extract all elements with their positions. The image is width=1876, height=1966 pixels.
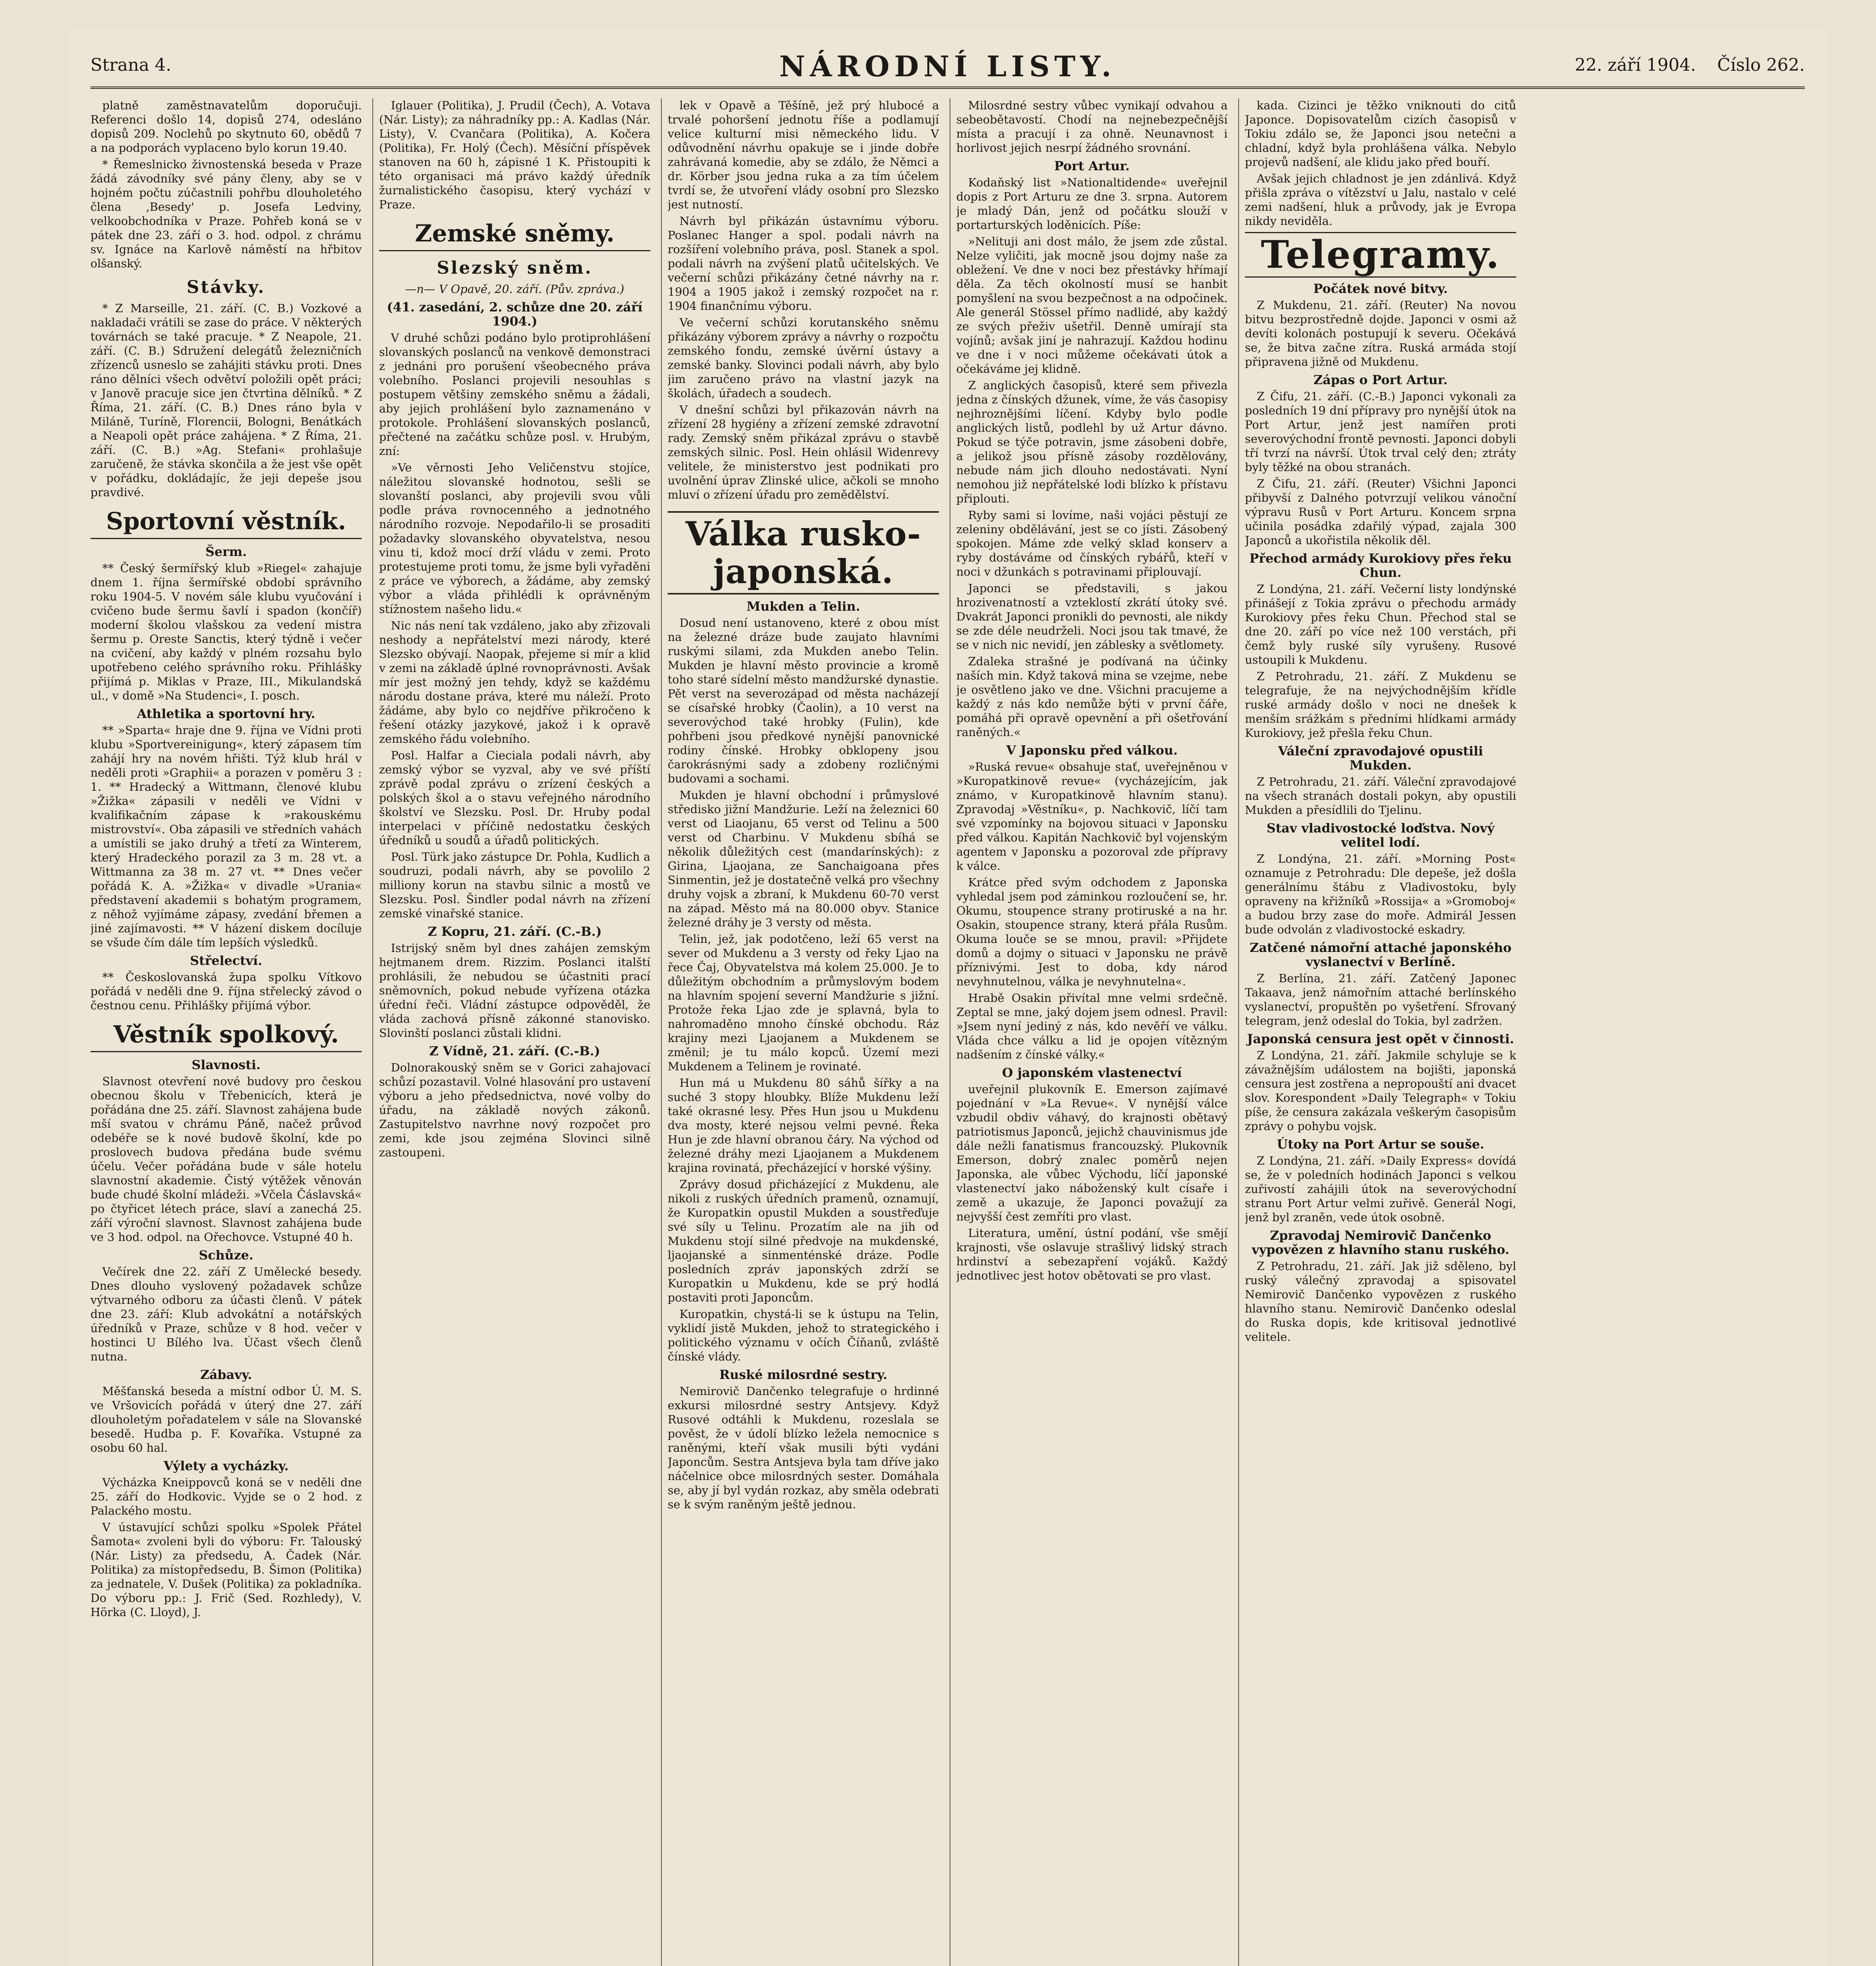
col3-mukden-text-4: Hun má u Mukdenu 80 sáhů šířky a na suché 3 stopy hloubky. Blíže Mukdenu leží také okrasné lesy. Přes Hun jsou u Mukdenu dva mosty, které nejsou velmi pevné. Řeka Hun je zde hlavní obranou čáry. Na východ od železné dráhy mezi Ljaojanem a Mukdenem krajina rovinatá, přecházející v horské výšiny. xyxy=(668,1076,939,1174)
heading-cenzura: Japonská censura jest opět v činnosti. xyxy=(1247,1031,1514,1046)
heading-vlastenectvi: O japonském vlastenectví xyxy=(1002,1065,1182,1080)
heading-valecni-zpravodajove: Váleční zpravodajové opustili Mukden. xyxy=(1278,744,1483,773)
col3-mukden-text: Dosud není ustanoveno, které z obou míst na železné dráze bude zaujato hlavními ruskými silami, zda Mukden anebo Telin. Mukden je hlavní město provincie a kromě toho staré sídelní město mandžurské dynastie. Pět verst na severozápad od města nacházejí se císařské hrobky (Čaolin), a 10 verst na severovýchod také hrobky (Fulin), kde pohřbeni jsou předkové nynější panovnické rodiny čínské. Hrobky obklopeny jsou čarokrásnými sady a zdobeny rozličnými budovami a sochami. xyxy=(668,616,939,785)
col4-vlastenectvi-text-2: Literatura, umění, ústní podání, vše smějí krajnosti, vše oslavuje strašlivý lidský strach hrdinství a sebezapření vojáků. Každý jednotlivec jest hotov obětovati se pro vlast. xyxy=(956,1226,1228,1282)
col4-intro: Milosrdné sestry vůbec vynikají odvahou a sebeobětavostí. Chodí na nejnebezpečnější místa a pracují i za ohně. Neunavnost i horlivost jejich nesrpí žádného srovnání. xyxy=(956,99,1228,155)
col2-text-1: V druhé schůzi podáno bylo protiprohlášení slovanských poslanců na venkově demonstraci z jednáni pro porušení všeobecného práva volebního. Poslanci projevili nesouhlas s postupem většiny zemského sněmu a žádali, aby jejich prohlášení bylo zaznamenáno v protokole. Prohlášení slovanských poslanců, přečtené na začátku schůze posl. v. Hrubým, zní: xyxy=(379,331,650,458)
page-label: Strana 4. xyxy=(90,55,171,75)
col3-mukden-text-5: Zprávy dosud přicházející z Mukdenu, ale nikoli z ruských úředních pramenů, oznamují, že Kuropatkin opustil Mukden a soustřeďuje své síly u Telinu. Prozatím ale na jih od Mukdenu stojí silné předvoje na mukdenské, ljaojanské a sinmenténské dráze. Podle posledních zpráv japonských zdrží se Kuropatkin u Mukdenu, kde se prý hodlá postaviti proti Japoncům. xyxy=(668,1178,939,1304)
col5-pocatek-text: Z Mukdenu, 21. září. (Reuter) Na novou bitvu bezprostředně dojde. Japonci v osmi až devíti kolonách postupují k severu. Očekává se, že bitva začne zítra. Ruská armáda stojí připravena jižně od Mukdenu. xyxy=(1245,298,1516,368)
col3-text-2: Ve večerní schůzi korutanského sněmu přikázány výborem zprávy a návrhy o rozpočtu zemského fondu, zemské úvěrní ústavy a zemské banky. Slovinci podali návrh, aby bylo jim zaručeno právo na vlastní jazyk na školách, úřadech a soudech. xyxy=(668,316,939,400)
heading-schuze: Schůze. xyxy=(199,1248,254,1263)
column-4 xyxy=(956,98,1228,1966)
vestnik-subheading: Slavnosti. xyxy=(191,1057,261,1072)
col4-port-text: Kodaňský list »Nationaltidende« uveřejnil dopis z Port Arturu ze dne 3. srpna. Autorem je mladý Dán, jenž od počátku slouží v portarturských loděnicích. Píše: xyxy=(956,176,1228,232)
heading-telegramy: Telegramy. xyxy=(1245,232,1516,278)
col5-zapas-text: Z Čifu, 21. září. (C.-B.) Japonci vykonali za posledních 19 dní přípravy pro nynější útok na Port Artur, jenž jest namířen proti severovýchodní frontě pevnosti. Japonci dobyli tří tvrzí na návrší. Útok trval celý den; ztráty byly těžké na obou stranách. xyxy=(1245,390,1516,474)
heading-valka-rusko-japonska: Válka rusko-japonská. xyxy=(668,511,939,595)
heading-port-artur: Port Artur. xyxy=(1054,158,1130,173)
column-rule xyxy=(1238,98,1239,1966)
column-rule xyxy=(372,98,373,1966)
col1-closing: V ústavující schůzi spolku »Spolek Přátel Šamota« zvoleni byli do výboru: Fr. Talouský (Nár. Listy) za předsedu, A. Čadek (Nár. Politika) za místopředsedu, B. Šimon (Politika) za jednatele, V. Dušek (Politika) za pokladníka. Do výboru pp.: J. Frič (Sed. Rozhledy), V. Hörka (C. Lloyd), J. xyxy=(90,1521,362,1619)
heading-zapas-port-artur: Zápas o Port Artur. xyxy=(1313,372,1448,387)
col1-vylety-text: Výcházka Kneippovců koná se v neděli dne 25. září do Hodkovic. Vyjde se o 2 hod. z Palackého mostu. xyxy=(90,1476,362,1517)
col1-stavky-text: * Z Marseille, 21. září. (C. B.) Vozkové a nakladači vrátili se zase do práce. V některých továrnách se také pracuje. * Z Neapole, 21. září. (C. B.) Sdružení delegátů železničních zřízenců usneslo se zahájiti stávku proti. Dnes ráno dělníci všech odvětví položili opět práci; v Janově pracuje sice jen čtvrtina dělníků. * Z Říma, 21. září. (C. B.) Dnes ráno byla v Miláně, Turíně, Florencii, Bologni, Benátkách a Neapoli opět práce zahájena. * Z Říma, 21. září. (C. B.) »Ag. Stefani« prohlašuje zaručeně, že stávka skončila a že jest vše opět v pořádku, dokládajíc, že jeji depeše jsou pravdivé. xyxy=(90,302,362,499)
heading-slezsky-snem: Slezský sněm. xyxy=(436,258,593,278)
col5-vladivostok-text: Z Londýna, 21. září. »Morning Post« oznamuje z Petrohradu: Dle depeše, jež došla generálnímu štábu z Vladivostoku, byly opraveny na křižníků »Rossija« a »Gromoboj« a budou brzy zase do moře. Admirál Jessen bude odvolán z vladivostocké eskadry. xyxy=(1245,852,1516,936)
dateline: —n— V Opavě, 20. září. (Pův. zpráva.) xyxy=(405,282,624,296)
masthead xyxy=(90,47,1805,89)
col4-port-text-5: Japonci se představili, s jakou hrozivenatností a vzteklostí zkrátí útoky své. Dvakrát Japonci pronikli do pevnosti, ale nikdy se zde déle neudrželi. Noci jsou tak tmavé, že se v nich nic nevidí, jen záblesky a světlomety. xyxy=(956,582,1228,652)
col1-strelectvi-text: ** Českoslovanská župa spolku Vítkovo pořádá v neděli dne 9. října střelecký závod o čestnou cenu. Přihlášky přijímá výbor. xyxy=(90,970,362,1012)
col5-intro: kada. Cizinci je těžko vniknouti do citů Japonce. Dopisovatelům cizích časopisů v Tokiu zdálo se, že Japonci jsou netečni a chladní, když byla prohlášena válka. Nebylo projevů nadšení, ale klidu jako před bouří. xyxy=(1245,99,1516,169)
heading-athletika: Athletika a sportovní hry. xyxy=(137,706,315,721)
col3-mukden-text-2: Mukden je hlavní obchodní i průmyslové středisko jižní Mandžurie. Leží na železnici 60 verst od Liaojanu, 65 verst od Telinu a 500 verst od Charbinu. V Mukdenu sbíhá se několik důležitých cest (mandarínských): z Girina, Ljaojana, ze Sanchaigoana přes Sinmentin, jež je dostatečně velká pro všechny druhy vojsk a zbraní, k Mukdenu 60-70 verst na západ. Město má na 80.000 obyv. Stanice železné dráhy je 3 versty od města. xyxy=(668,788,939,929)
col4-vlastenectvi-text: uveřejnil plukovník E. Emerson zajímavé pojednání v »La Revue«. V nynější válce vzbudil obdiv váhavý, do krajnosti obětavý patriotismus Japonců, jejichž chauvinismus jde dále nežli fanatismus francouzský. Plukovník Emerson, dobrý znalec poměrů nejen Japonska, ale vůbec Východu, líčí japonské vlastenectví jako náboženský kult císaře i země a ukazuje, že Japonci považují za nejvyšší čest zemříti pro vlast. xyxy=(956,1082,1228,1223)
heading-kopru: Z Kopru, 21. září. (C.-B.) xyxy=(427,924,602,939)
col1-zabavy-text: Měšťanská beseda a místní odbor Ú. M. S. ve Vršovicích pořádá v úterý dne 27. září dlouholetým pořadatelem v sále na Slovanské besedě. Hudba p. F. Kovaříka. Vstupné za osobu 60 hal. xyxy=(90,1384,362,1454)
heading-zemske-snemy: Zemské sněmy. xyxy=(379,219,650,251)
col2-kopru-text: Istrijský sněm byl dnes zahájen zemským hejtmanem drem. Rizzim. Poslanci italští prohlásili, že nebudou se účastniti prací sněmovních, pokud nebude vyřízena otázka úřední řeči. Vládní zástupce odpověděl, že vláda zachová přísně zákonné stanovisko. Slovinští poslanci zůstali klidni. xyxy=(379,941,650,1040)
heading-ruske-sestry: Ruské milosrdné sestry. xyxy=(719,1367,887,1382)
heading-zatceni-attache: Zatčené námořní attaché japonského vyslanectví v Berlíně. xyxy=(1250,940,1511,969)
issue-number: Číslo 262. xyxy=(1717,55,1805,75)
col5-prechod-text-2: Z Petrohradu, 21. září. Z Mukdenu se telegrafuje, že na nejvýchodnějším křídle ruské armády došlo v noci ne dnešek k menším srážkám s předními hlídkami armády Kurokiovy, jež přešla řeku Chun. xyxy=(1245,670,1516,740)
col2-text-4: Posl. Halfar a Cieciala podali návrh, aby zemský výbor se vyzval, aby ve své příští zprávě podal zprávu o zrízení českých a polských škol a o stavu veřejného národního školství ve Slezsku. Posl. Dr. Hruby podal interpelaci v příčině nedostatku českých úředníků u soudů a úřadů politických. xyxy=(379,749,650,847)
heading-nemirovic: Zpravodaj Nemirovič Dančenko vypovězen z hlavního stanu ruského. xyxy=(1252,1228,1510,1257)
col2-vidne-text: Dolnorakouský sněm se v Gorici zahajovací schůzí pozastavil. Volné hlasování pro ustavení výboru a jeho předsednictva, nové volby do úřadu, na základě nových zákonů. Zastupitelstvo navrhne nový rozpočet pro zemi, kde jsou zejména Slovinci silně zastoupeni. xyxy=(379,1061,650,1159)
column-3 xyxy=(668,98,939,1966)
col5-zatceni-text: Z Berlína, 21. září. Zatčený Japonec Takaava, jenž námořním attaché berlínského vyslanectví, propuštěn po vyšetření. Sfrovaný telegram, jenž odeslal do Tokia, byl zadržen. xyxy=(1245,972,1516,1027)
col4-zajeti-text-3: Hrabě Osakin přivítal mne velmi srdečně. Zeptal se mne, jaký dojem jsem odnesl. Pravil: »Jsem nyní jediný z nás, kdo nevěří ve válku. Vláda chce válku a lid je opojen vítězným nadšením z čínské války.« xyxy=(956,991,1228,1061)
heading-vidne: Z Vídně, 21. září. (C.-B.) xyxy=(429,1044,600,1058)
heading-sportovni-vestnik: Sportovní věstník. xyxy=(90,507,362,539)
col3-mukden-text-6: Kuropatkin, chystá-li se k ústupu na Telin, vyklidí jistě Mukden, jehož to strategického i politického významu v očích Číňanů, zvláště čínské vlády. xyxy=(668,1307,939,1363)
heading-stavky: Stávky. xyxy=(186,277,266,297)
issue-date: 22. září 1904. xyxy=(1574,55,1696,75)
col5-prechod-text: Z Londýna, 21. září. Večerní listy londýnské přinášejí z Tokia zprávu o přechodu armády Kurokiovy přes řeku Chun. Přechod stal se dne 20. září po více než 100 verstách, při čemž byly ruské síly vyrušeny. Rusové ustoupili k Mukdenu. xyxy=(1245,582,1516,666)
col2-text-3: Nic nás není tak vzdáleno, jako aby zřizovali neshody a nepřátelství mezi národy, které Slezsko obývají. Naopak, přejeme si mír a klid v zemi na základě úplné rovnoprávnosti. Avšak mír jest možný jen tehdy, když se každému národu dostane práva, které mu náleží. Proto žádáme, aby bylo co nejdříve přikročeno k řešení otázky jazykové, jakož i k opravě zemského řádu volebního. xyxy=(379,619,650,746)
col1-intro: platně zaměstnavatelům doporučuji. Referenci došlo 14, dopisů 274, odesláno dopisů 209. Noclehů po skytnuto 60, obědů 7 a na podporách vyplaceno bylo korun 19.40. xyxy=(90,99,362,155)
col5-valecni-text: Z Petrohradu, 21. září. Váleční zpravodajové na všech stranách dostali pokyn, aby opustili Mukden a přesídlili do Tjelinu. xyxy=(1245,775,1516,817)
col4-zajeti-text: »Ruská revue« obsahuje stať, uveřejněnou v »Kuropatkinově revue« (vycházejícím, jak známo, v Kuropatkinově hlavním stanu). Zpravodaj »Věstníku«, p. Nachkovič, líčí tam své vzpomínky na bojovou situaci v Japonsku před válkou. Kapitán Nachkovič byl vojenským agentem v Japonsku a pozoroval zde přípravy k válce. xyxy=(956,760,1228,873)
newspaper-page xyxy=(67,28,1828,1966)
session-info: (41. zasedání, 2. schůze dne 20. září 1904.) xyxy=(387,300,643,329)
col3-mukden-text-3: Telin, jež, jak podotčeno, leží 65 verst na sever od Mukdenu a 3 versty od řeky Ljao na řece Čaj, Obyvatelstva má kolem 25.000. Je to důležitým obchodním a průmyslovým bodem na hlavním spojení severní Mandžurie s jižní. Protože řeka Ljao zde je splavná, byla to nahromaděno mnoho čínské obchodu. Ráz krajiny mezi Ljaojanem a Mukdenem se změnil; je tu málo kopců. Území mezi Mukdenem a Telinem je rovinaté. xyxy=(668,932,939,1073)
newspaper-title: NÁRODNÍ LISTY. xyxy=(779,50,1116,83)
heading-vestnik-spolkovy: Věstník spolkový. xyxy=(90,1020,362,1052)
heading-japonsko-pred-valkou: V Japonsku před válkou. xyxy=(1006,743,1178,758)
column-2 xyxy=(379,98,650,1966)
col4-zajeti-text-2: Krátce před svým odchodem z Japonska vyhledal jsem pod záminkou rozloučení se, hr. Okumu, stoupence strany protiruské a na hr. Osakin, stoupence strany, která přála Rusům. Okuma louče se se mnou, pravil: »Přijdete domů a dojmy o situaci v Japonsku ne právě příznivými. Jest to doba, kdy národ nevyhnutelnou, válka je nevyhnutelna«. xyxy=(956,876,1228,988)
col3-text-1: Návrh byl přikázán ústavnímu výboru. Poslanec Hanger a spol. podali návrh na rozšíření volebního práva, posl. Stanek a spol. podali návrh na zvýšení platů učitelských. Ve večerní schůzi přikázány četné návrhy na r. 1904 a 1905 jakož i zemský rozpočet na r. 1904 finančnímu výboru. xyxy=(668,214,939,313)
col2-intro: Iglauer (Politika), J. Prudil (Čech), A. Votava (Nár. Listy); za náhradníky pp.: A. Kadlas (Nár. Listy), V. Cvančara (Politika), A. Kočera (Politika), Fr. Holý (Čech). Měsíční příspěvek stanoven na 60 h, zápisné 1 K. Přistoupiti k této organisaci má právo každý úředník žurnalistického časopisu, který vychází v Praze. xyxy=(379,99,650,211)
heading-vladivostok: Stav vladivostocké loďstva. Nový velitel lodí. xyxy=(1267,821,1495,850)
column-5 xyxy=(1245,98,1516,1966)
issue-info xyxy=(1559,55,1805,75)
column-1 xyxy=(90,98,362,1966)
heading-pocatek-bitvy: Počátek nové bitvy. xyxy=(1313,281,1448,296)
heading-utoky: Útoky na Port Artur se souše. xyxy=(1277,1137,1484,1152)
col1-vestnik-text: Slavnost otevření nové budovy pro českou obecnou školu v Třebenicích, která je pořádána dne 25. září. Slavnost zahájena bude mší svatou v chrámu Páně, načež průvod odebéře se k nové budově školní, kde po proslovech budova předána bude svému účelu. Večer pořádána bude v sále hotelu slavnostní akademie. Čistý výtěžek věnován bude chudé školní mládeži. »Včela Čáslavská« po čtyřicet létech práce, slaví a zanechá 25. září výroční slavnost. Slavnost zahájena bude ve 3 hod. odpol. na Ořechovce. Vstupné 40 h. xyxy=(90,1075,362,1244)
col5-text-1: Avšak jejich chladnost je jen zdánlivá. Když přišla zpráva o vítězství u Jalu, nastalo v celé zemi nadšení, hluk a průvody, jak je Evropa nikdy neviděla. xyxy=(1245,172,1516,228)
col1-sport-text: ** Český šermířský klub »Riegel« zahajuje dnem 1. října šermířské období správního roku 1904-5. V novém sále klubu vyučování i cvičeno bude šermu šavlí i spadon (končíř) moderní školou vlašskou za vedení mistra šermu p. Oreste Sanctis, který týdně i večer na cvičení, aby každý v plném rozsahu bylo upotřebeno celého správního roku. Přihlášky přijímá p. Miklas v Praze, III., Mikulandská ul., v domě »Na Studenci«, I. posch. xyxy=(90,561,362,702)
col2-text-2: »Ve věrnosti Jeho Veličenstvu stojíce, náležitou slovanské hodnotou, sešli se slovanští poslanci, aby projevili svou vůli podle práva rovnocenného a jednotného národního rozvoje. Nepodařilo-li se prosaditi požadavky slovanského obyvatelstva, nesou vinu ti, kdož mocí drží vládu v zemi. Proto protestujeme proti tomu, že jsme byli vyřaděni z práce ve výborech, a žádáme, aby zemský výbor a vláda přihlédli k oprávněným stížnostem našeho lidu.« xyxy=(379,461,650,616)
heading-zabavy: Zábavy. xyxy=(200,1367,252,1382)
col3-sestry-text: Nemirovič Dančenko telegrafuje o hrdinné exkursi milosrdné sestry Antsjevy. Když Rusové odtáhli k Mukdenu, rozeslala se pověst, že v údolí blízko ležela nemocnice s raněnými, kteří však musili býti vydáni Japoncům. Sestra Antsjeva byla tam dříve jako náčelnice obce milosrdných sester. Domáhala se, aby jí byl vydán rozkaz, aby směla odebrati se k svým raněným ještě jednou. xyxy=(668,1384,939,1511)
column-rule xyxy=(661,98,662,1966)
col1-athletika-text: ** »Sparta« hraje dne 9. října ve Vídni proti klubu »Sportvereinigung«, který zápasem tím zahájí hry na novém hřišti. Týž klub hrál v neděli proti »Graphii« a porazen v poměru 3 : 1. ** Hradecký a Wittmann, členové klubu »Žižka« zápasili v neděli ve Vídni v kvalifikačním zápase k »rakouskému mistrovství«. Oba zápasili ve středních vahách a umístili se jako druhý a třetí za Winterem, který Hradeckého porazil za 3 m. 28 vt. a Wittmanna za 38 m. 27 vt. ** Dnes večer pořádá K. A. »Žižka« v divadle »Urania« představení akademii s bohatým programem, z něhož vyjímáme zápasy, zvedání břemen a jiné zajímavosti. ** V házení diskem docíluje se všude čím dále tím lepších výsledků. xyxy=(90,723,362,949)
col4-port-text-6: Zdaleka strašné je podívaná na účinky naších min. Když taková mina se vzejme, nebe je osvětleno jako ve dne. Všichni pracujeme a každý z nás kdo nemůže býti v první čáře, pomáhá při opravě opevnění a při ošetřování raněných.« xyxy=(956,655,1228,739)
col4-port-text-4: Ryby sami si lovíme, naši vojáci pěstují ze zeleniny obdělávání, jest se co jísti. Zásobený spokojen. Máme zde velký sklad konserv a ryby dostáváme od čínských rybářů, kteří v noci v džunkách s potravinami připlouvají. xyxy=(956,508,1228,578)
col5-nemirovic-text: Z Petrohradu, 21. září. Jak již sděleno, byl ruský válečný zpravodaj a spisovatel Nemirovič Dančenko vypovězen z ruského hlavního stanu. Nemirovič Dančenko odeslal do Ruska dopis, kde kritisoval jednotlivé velitele. xyxy=(1245,1259,1516,1344)
heading-mukden-telin: Mukden a Telin. xyxy=(746,599,860,614)
col3-intro: lek v Opavě a Těšíně, jež prý hlubocé a trvalé pohoršení jednotu říše a podlamují velice kulturní misi německého lidu. V odůvodnění návrhu opakuje se i jinde dobře zahrávaná komedie, aby se zdálo, že Němci a dr. Körber jsou jedna ruka a za tím účelem tvrdí se, že utvoření vlády osobní pro Slezsko jest nutností. xyxy=(668,99,939,211)
col5-cenzura-text: Z Londýna, 21. září. Jakmile schyluje se k závažnějším událostem na bojišti, japonská censura jest zostřena a nepropouští ani dvacet slov. Korespondent »Daily Telegraph« v Tokiu píše, že censura zakázala veškerým časopisům zprávy o pohybu vojsk. xyxy=(1245,1049,1516,1133)
col3-text-3: V dnešní schůzi byl přikazován návrh na zřízení 28 hygiény a zřízení zemské zdravotní rady. Zemský sněm přikázal zprávu o stavbě zemských silnic. Posl. Hein ohlásil Widenrevy velitele, že ministerstvo jest podnikati pro uvolnění úprav Zlinské ulice, ačkoli se mnoho mluví o zřízení úřadu pro zemědělství. xyxy=(668,403,939,501)
col4-port-text-2: »Nelituji ani dost málo, že jsem zde zůstal. Nelze vyličiti, jak mocně jsou dojmy naše za obležení. Ve dne v noci bez přestávky hřímají děla. Za těch okolností musí se hanbit pomyšlení na svou bezpečnost a na odpočinek. Ale generál Stössel přímo nadlidé, aby každý ze svých přeživ ušetřil. Denně umírají sta vojínů; avšak jiní je nahrazují. Každou hodinu ve dne i v noci můžeme očekávati útok a očekáváme jej klidně. xyxy=(956,235,1228,376)
heading-strelectvi: Střelectví. xyxy=(190,953,262,968)
sport-subheading: Šerm. xyxy=(205,544,247,559)
col4-port-text-3: Z anglických časopisů, které sem přivezla jedna z čínských džunek, víme, že vás časopisy nejhroznějšími líčení. Kdyby bylo podle anglických listů, podlehl by už Artur dávno. Pokud se týče potravin, jsme zásobeni dobře, a jelikož jsou přísně zásoby rozdělovány, nebude nám jich dlouho nedostávati. Nyní nemohou již nepřátelské lodi blízko k přístavu připlouti. xyxy=(956,379,1228,505)
col1-remeslnicka: * Řemeslnicko živnostenská beseda v Praze žádá závodníky své pány členy, aby se v hojném počtu zúčastnili pohřbu dlouholetého člena ,Besedy' p. Josefa Ledviny, velkoobchodníka v Praze. Pohřeb koná se v pátek dne 23. září o 3. hod. odpol. z chrámu sv. Ignáce na Karlově náměstí na hřbitov olšanský. xyxy=(90,158,362,270)
heading-vylety: Výlety a vycházky. xyxy=(163,1458,289,1473)
col5-utoky-text: Z Londýna, 21. září. »Daily Express« dovídá se, že v poledních hodinách Japonci s velkou zuřivostí zahájili útok na severovýchodní stranu Port Artur velmi zuřivě. Generál Nogi, jenž byl zraněn, vede útok osobně. xyxy=(1245,1154,1516,1224)
columns xyxy=(90,98,1805,1966)
heading-prechod-kurokiovy: Přechod armády Kurokiovy přes řeku Chun. xyxy=(1249,551,1512,580)
col5-zapas-text-2: Z Čifu, 21. září. (Reuter) Všichni Japonci přibyvší z Dalného potvrzují velikou vánoční výpravu Rusů v Port Arturu. Koncem srpna učinila posádka zdařilý výpad, zajala 300 Japonců a ukořistila několik děl. xyxy=(1245,477,1516,547)
col1-schuze-text: Večírek dne 22. září Z Umělecké besedy. Dnes dlouho vyslovený požadavek schůze výtvarného odboru za účasti členů. V pátek dne 23. září: Klub advokátní a notářských úředníků v Praze, schůze v 8 hod. večer v hostinci U Bílého lva. Účast všech členů nutna. xyxy=(90,1265,362,1363)
col2-text-5: Posl. Türk jako zástupce Dr. Pohla, Kudlich a soudruzi, podali návrh, aby se povolilo 2 milliony korun na stavbu silnic a mostů ve Slezsku. Posl. Šindler podal návrh na zřízení zemské vinařské stanice. xyxy=(379,850,650,920)
